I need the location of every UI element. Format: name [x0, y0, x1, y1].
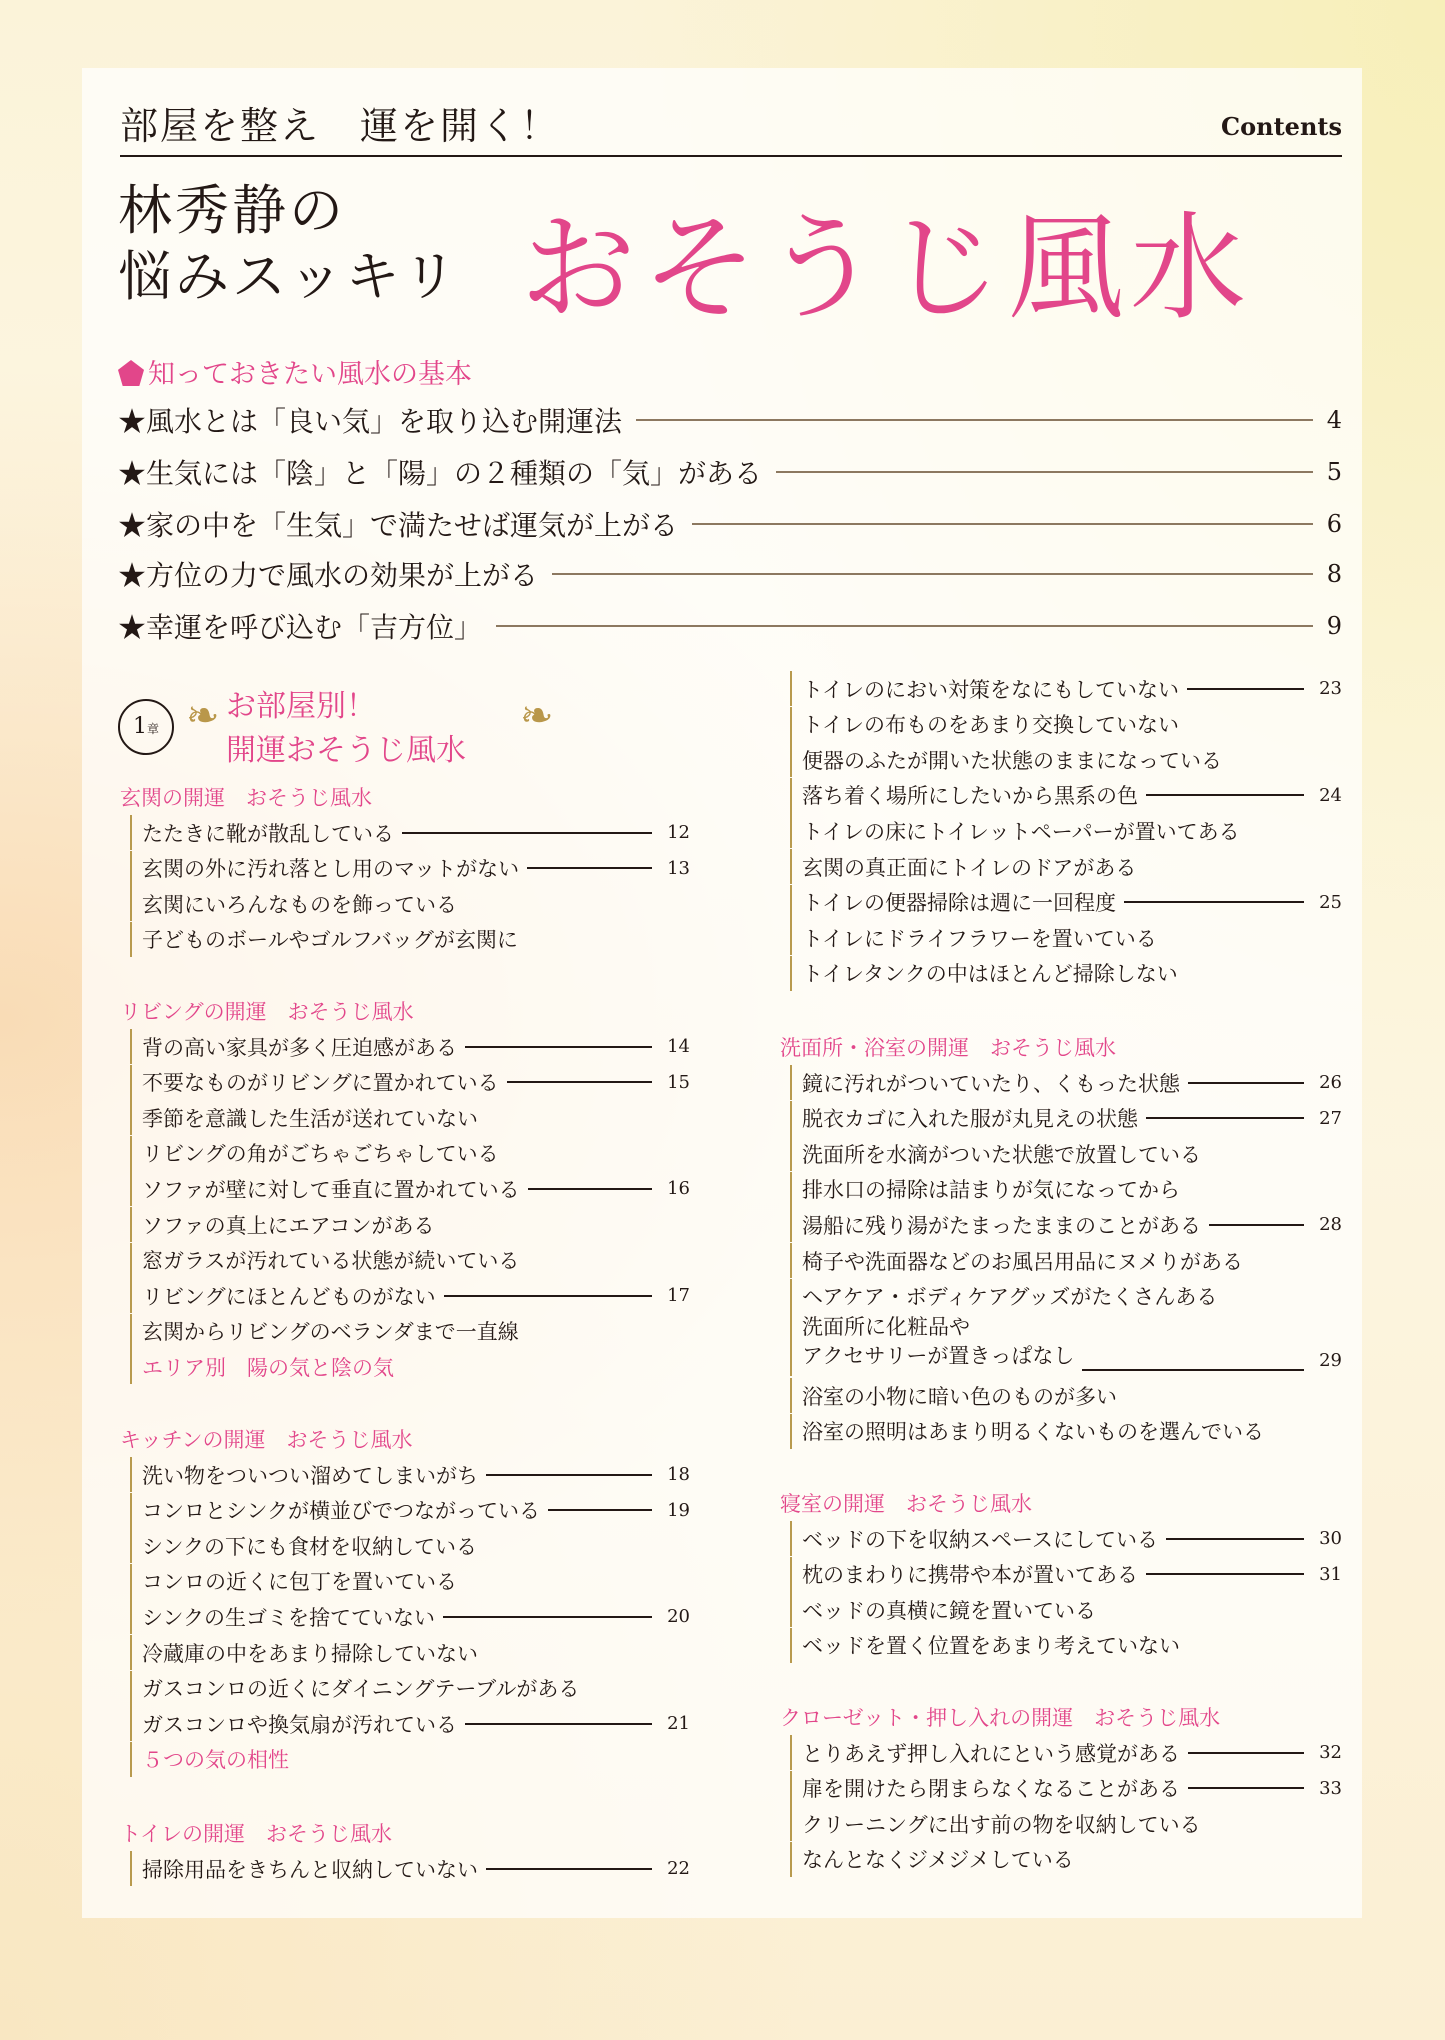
- basics-item-text: ★家の中を「生気」で満たせば運気が上がる: [118, 509, 679, 542]
- chapter-number: 1: [132, 714, 147, 739]
- leader-line: [507, 1081, 652, 1083]
- toc-item[interactable]: [130, 1528, 690, 1563]
- chapter-title: [226, 685, 526, 773]
- basics-item[interactable]: [118, 552, 1342, 596]
- leader-line: [1188, 1752, 1304, 1754]
- toc-item-text: ソファが壁に対して垂直に置かれている: [142, 1177, 520, 1202]
- leader-line: [1146, 794, 1304, 796]
- toc-item-text: リビングの角がごちゃごちゃしている: [142, 1142, 499, 1167]
- leader-line: [465, 1723, 652, 1725]
- contents-label: Contents: [1221, 112, 1342, 141]
- section-heading: 玄関の開運 おそうじ風水: [120, 786, 372, 810]
- toc-item-text: とりあえず押し入れにという感覚がある: [802, 1741, 1180, 1766]
- basics-item-text: ★方位の力で風水の効果が上がる: [118, 559, 539, 592]
- main-title: おそうじ風水: [520, 201, 1252, 336]
- chapter-title-line2: 開運おそうじ風水: [226, 733, 466, 768]
- page-number: 17: [667, 1285, 690, 1307]
- toc-item-text: 玄関の真正面にトイレのドアがある: [802, 855, 1137, 880]
- toc-item[interactable]: [130, 1564, 690, 1599]
- section-heading: キッチンの開運 おそうじ風水: [120, 1428, 413, 1452]
- chapter-suffix: 章: [146, 722, 159, 736]
- leader-line: [486, 1474, 652, 1476]
- toc-item[interactable]: [790, 1136, 1342, 1171]
- toc-item-text: 洗い物をついつい溜めてしまいがち: [142, 1463, 478, 1488]
- toc-item-text: 湯船に残り湯がたまったままのことがある: [802, 1213, 1201, 1238]
- toc-item[interactable]: [790, 1592, 1342, 1627]
- leader-line: [548, 1509, 652, 1511]
- toc-item[interactable]: [130, 1065, 690, 1100]
- toc-item-text: ベッドの真横に鏡を置いている: [802, 1598, 1096, 1623]
- toc-item[interactable]: [790, 1521, 1342, 1556]
- leader-line: [1187, 688, 1304, 690]
- toc-item[interactable]: [790, 1065, 1342, 1100]
- toc-item-text: トイレの床にトイレットペーパーが置いてある: [802, 819, 1240, 844]
- page-number: 8: [1326, 560, 1342, 588]
- page-number: 23: [1319, 678, 1342, 699]
- toc-item-text: リビングにほとんどものがない: [142, 1284, 436, 1309]
- leader-line: [486, 1868, 652, 1870]
- ornament-right-icon: ❧: [520, 693, 554, 739]
- toc-item[interactable]: [790, 1557, 1342, 1592]
- leader-line: [636, 419, 1313, 421]
- toc-item-text: 脱衣カゴに入れた服が丸見えの状態: [802, 1107, 1138, 1132]
- toc-item-text: 枕のまわりに携帯や本が置いてある: [802, 1563, 1138, 1588]
- toc-item-text: ベッドを置く位置をあまり考えていない: [802, 1634, 1180, 1659]
- basics-item[interactable]: [118, 398, 1342, 442]
- page-number: 20: [667, 1606, 690, 1628]
- subtopic-text: ５つの気の相性: [142, 1748, 289, 1773]
- section-heading: 洗面所・浴室の開運 おそうじ風水: [780, 1036, 1116, 1060]
- toc-item-text: なんとなくジメジメしている: [802, 1848, 1074, 1873]
- section-heading: 寝室の開運 おそうじ風水: [780, 1492, 1032, 1516]
- toc-item-text: トイレの布ものをあまり交換していない: [802, 713, 1179, 738]
- leader-line: [465, 1046, 652, 1048]
- toc-item-text: 玄関にいろんなものを飾っている: [142, 892, 457, 917]
- toc-item[interactable]: [130, 1278, 690, 1313]
- leader-line: [1146, 1573, 1304, 1575]
- toc-item[interactable]: [130, 1171, 690, 1206]
- chapter-title-line1: お部屋別！: [226, 689, 376, 724]
- toc-item[interactable]: [790, 813, 1342, 848]
- page-number: 25: [1319, 891, 1342, 913]
- leader-line: [1188, 1787, 1304, 1789]
- leader-line: [1209, 1224, 1304, 1226]
- toc-item-text: 玄関からリビングのベランダまで一直線: [142, 1320, 519, 1345]
- toc-item-text: 浴室の照明はあまり明るくないものを選んでいる: [802, 1420, 1264, 1445]
- toc-item-text: コンロとシンクが横並びでつながっている: [142, 1499, 541, 1524]
- toc-item-text: 窓ガラスが汚れている状態が続いている: [142, 1249, 520, 1274]
- toc-item[interactable]: [130, 922, 690, 957]
- toc-item-text: 排水口の掃除は詰まりが気になってから: [802, 1178, 1180, 1203]
- toc-item[interactable]: [790, 1314, 1342, 1376]
- toc-item[interactable]: [790, 1101, 1342, 1136]
- leader-line: [1188, 1082, 1304, 1084]
- toc-item[interactable]: [790, 778, 1342, 813]
- toc-item[interactable]: [130, 1029, 690, 1064]
- page-number: 32: [1319, 1742, 1342, 1763]
- toc-item-text: 浴室の小物に暗い色のものが多い: [802, 1384, 1117, 1409]
- toc-item[interactable]: [790, 956, 1342, 991]
- toc-item-text: ベッドの下を収納スペースにしている: [802, 1527, 1158, 1552]
- subtitle-line1: 林秀静の: [118, 179, 346, 242]
- toc-item-text: 椅子や洗面器などのお風呂用品にヌメりがある: [802, 1249, 1243, 1274]
- page-number: 33: [1319, 1777, 1342, 1799]
- toc-item[interactable]: [130, 1493, 690, 1528]
- toc-item-text: トイレのにおい対策をなにもしていない: [802, 677, 1179, 702]
- toc-item[interactable]: [790, 671, 1342, 706]
- basics-item[interactable]: [118, 450, 1342, 494]
- page-number: 30: [1319, 1528, 1342, 1549]
- page-number: 19: [667, 1499, 690, 1521]
- toc-item[interactable]: [130, 1136, 690, 1171]
- basics-item-text: ★幸運を呼び込む「吉方位」: [118, 611, 483, 644]
- subtitle: [118, 178, 459, 310]
- page-number: 5: [1326, 458, 1342, 486]
- subtopic-item[interactable]: [130, 1349, 690, 1384]
- toc-item[interactable]: [130, 1457, 690, 1492]
- toc-item[interactable]: [130, 1635, 690, 1670]
- page-number: 16: [667, 1178, 690, 1200]
- toc-item[interactable]: [790, 1172, 1342, 1207]
- toc-item-text: [802, 1313, 1074, 1371]
- page-number: 24: [1319, 784, 1342, 806]
- toc-item[interactable]: [130, 1314, 690, 1349]
- toc-item-text: ガスコンロの近くにダイニングテーブルがある: [142, 1677, 580, 1702]
- toc-item-text: 掃除用品をきちんと収納していない: [142, 1857, 478, 1882]
- section-heading: リビングの開運 おそうじ風水: [120, 1000, 414, 1024]
- leader-line: [1166, 1538, 1304, 1540]
- toc-item-text: 玄関の外に汚れ落とし用のマットがない: [142, 857, 520, 882]
- leader-line: [692, 523, 1313, 525]
- basics-item[interactable]: [118, 604, 1342, 648]
- toc-item[interactable]: [790, 707, 1342, 742]
- section-heading: クローゼット・押し入れの開運 おそうじ風水: [780, 1706, 1221, 1730]
- toc-item[interactable]: [790, 1279, 1342, 1314]
- kicker-text: 部屋を整え 運を開く！: [120, 104, 561, 148]
- toc-item-text: 背の高い家具が多く圧迫感がある: [142, 1035, 457, 1060]
- toc-item[interactable]: [130, 1851, 690, 1886]
- toc-item-text: ヘアケア・ボディケアグッズがたくさんある: [802, 1285, 1218, 1310]
- toc-item-text: コンロの近くに包丁を置いている: [142, 1570, 457, 1595]
- toc-item-text: 洗面所を水滴がついた状態で放置している: [802, 1142, 1201, 1167]
- toc-item[interactable]: [790, 920, 1342, 955]
- toc-item[interactable]: [790, 1771, 1342, 1806]
- toc-item-text: 子どものボールやゴルフバッグが玄関に: [142, 928, 518, 953]
- toc-item[interactable]: [130, 815, 690, 850]
- leader-line: [444, 1295, 652, 1297]
- toc-item[interactable]: [130, 1706, 690, 1741]
- page-number: 13: [667, 857, 690, 879]
- basics-heading-text: 知っておきたい風水の基本: [148, 359, 472, 390]
- toc-item-text: たたきに靴が散乱している: [142, 821, 394, 846]
- toc-item[interactable]: [130, 1207, 690, 1242]
- toc-item[interactable]: [130, 1599, 690, 1634]
- page-number: 9: [1326, 612, 1342, 640]
- basics-item[interactable]: [118, 502, 1342, 546]
- toc-item[interactable]: [790, 849, 1342, 884]
- toc-item-text: トイレにドライフラワーを置いている: [802, 926, 1157, 951]
- toc-item-text: 鏡に汚れがついていたり、くもった状態: [802, 1071, 1180, 1096]
- page-number: 15: [667, 1071, 690, 1093]
- toc-item-text: 落ち着く場所にしたいから黒系の色: [802, 784, 1138, 809]
- toc-item[interactable]: [790, 1806, 1342, 1841]
- chapter-badge: [118, 699, 174, 755]
- header-rule: [120, 155, 1342, 157]
- leader-line: [1082, 1369, 1304, 1371]
- toc-item-text: シンクの生ゴミを捨てていない: [142, 1605, 436, 1630]
- toc-item[interactable]: [790, 885, 1342, 920]
- toc-item[interactable]: [130, 851, 690, 886]
- toc-item-text: クリーニングに出す前の物を収納している: [802, 1812, 1201, 1837]
- toc-item-text: 不要なものがリビングに置かれている: [142, 1071, 499, 1096]
- page-number: 21: [667, 1713, 690, 1735]
- toc-item-text: シンクの下にも食材を収納している: [142, 1534, 478, 1559]
- basics-heading: [118, 352, 472, 391]
- leader-line: [1146, 1117, 1304, 1119]
- section-heading: トイレの開運 おそうじ風水: [120, 1822, 392, 1846]
- leader-line: [527, 867, 652, 869]
- leader-line: [1124, 901, 1304, 903]
- page-number: 27: [1319, 1107, 1342, 1129]
- leader-line: [528, 1188, 652, 1190]
- leader-line: [776, 471, 1313, 473]
- page-number: 6: [1326, 510, 1342, 538]
- leader-line: [552, 573, 1313, 575]
- toc-item-text: 扉を開けたら閉まらなくなることがある: [802, 1777, 1180, 1802]
- page-number: 4: [1326, 406, 1342, 434]
- subtopic-text: エリア別 陽の気と陰の気: [142, 1355, 394, 1380]
- leader-line: [496, 625, 1313, 627]
- toc-item[interactable]: [790, 1735, 1342, 1770]
- page-number: 28: [1319, 1214, 1342, 1236]
- toc-item[interactable]: [790, 742, 1342, 777]
- page-number: 26: [1319, 1072, 1342, 1093]
- toc-item[interactable]: [790, 1842, 1342, 1877]
- toc-item-text: 季節を意識した生活が送れていない: [142, 1106, 478, 1131]
- leader-line: [443, 1616, 652, 1618]
- toc-item[interactable]: [130, 886, 690, 921]
- page-number: 18: [667, 1464, 690, 1485]
- page-number: 31: [1319, 1563, 1342, 1585]
- subtitle-line2: 悩みスッキリ: [118, 245, 460, 308]
- basics-item-text: ★生気には「陰」と「陽」の２種類の「気」がある: [118, 457, 763, 490]
- toc-item[interactable]: [790, 1243, 1342, 1278]
- toc-item-text: トイレの便器掃除は週に一回程度: [802, 891, 1116, 916]
- basics-item-text: ★風水とは「良い気」を取り込む開運法: [118, 405, 623, 438]
- page-number: 22: [667, 1858, 690, 1879]
- toc-item[interactable]: [790, 1378, 1342, 1413]
- toc-item[interactable]: [130, 1671, 690, 1706]
- ornament-left-icon: ❧: [186, 693, 220, 739]
- toc-item-text: 冷蔵庫の中をあまり掃除していない: [142, 1641, 478, 1666]
- toc-item[interactable]: [790, 1207, 1342, 1242]
- toc-item-line1: 洗面所に化粧品や: [802, 1315, 970, 1340]
- page-number: 12: [667, 822, 690, 843]
- page-number: 29: [1319, 1350, 1342, 1372]
- toc-item-text: 便器のふたが開いた状態のままになっている: [802, 748, 1222, 773]
- toc-item[interactable]: [130, 1243, 690, 1278]
- toc-item-text: ソファの真上にエアコンがある: [142, 1213, 435, 1238]
- subtopic-item[interactable]: [130, 1742, 690, 1777]
- toc-item[interactable]: [790, 1628, 1342, 1663]
- page-number: 14: [667, 1036, 690, 1057]
- pentagon-icon: [118, 360, 144, 386]
- toc-item-line2: アクセサリーが置きっぱなし: [802, 1344, 1075, 1369]
- toc-item-text: トイレタンクの中はほとんど掃除しない: [802, 962, 1178, 987]
- leader-line: [402, 832, 652, 834]
- toc-item-text: ガスコンロや換気扇が汚れている: [142, 1712, 457, 1737]
- toc-item[interactable]: [130, 1100, 690, 1135]
- toc-item[interactable]: [790, 1414, 1342, 1449]
